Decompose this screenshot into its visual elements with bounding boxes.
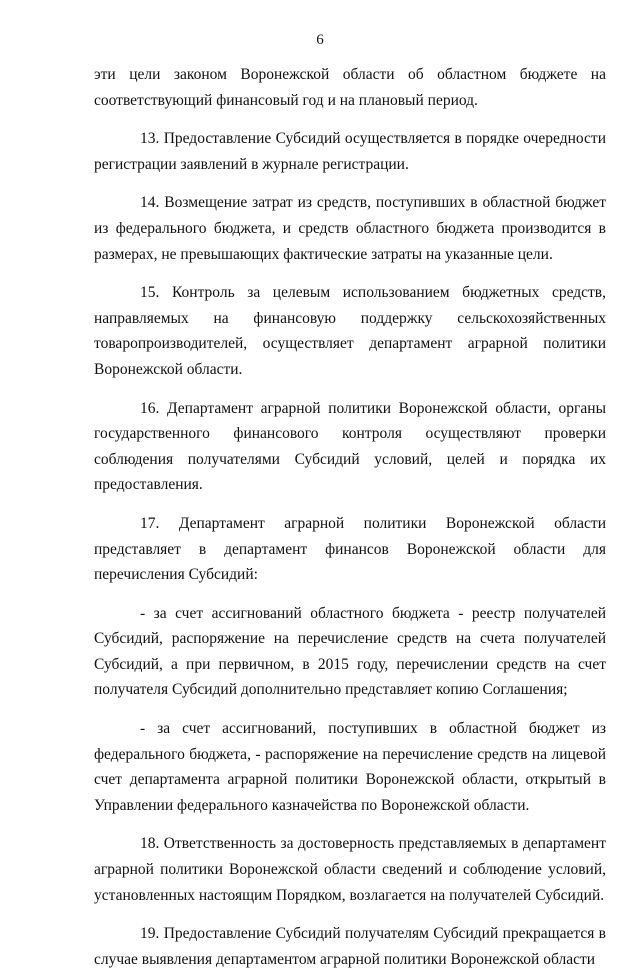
paragraph-13: 13. Предоставление Субсидий осуществляется в порядке очередности регистрации заявлений в журнале регистрации. xyxy=(94,130,606,173)
paragraph-19: 19. Предоставление Субсидий получателям Субсидий прекращается в случае выявления департаментом аграрной политики Воронежской области xyxy=(94,925,606,968)
paragraph-15: 15. Контроль за целевым использованием бюджетных средств, направляемых на финансовую поддержку сельскохозяйственных товаропроизводителей, осуществляет департамент аграрной политики Воронежской области. xyxy=(94,284,606,378)
paragraph-16: 16. Департамент аграрной политики Воронежской области, органы государственного финансового контроля осуществляют проверки соблюдения получателями Субсидий условий, целей и порядка их предоставления. xyxy=(94,399,606,494)
paragraph-14: 14. Возмещение затрат из средств, поступивших в областной бюджет из федерального бюджета, и средств областного бюджета производится в размерах, не превышающих фактические затраты на указанные цели. xyxy=(94,194,606,263)
paragraph-17-item-1: - за счет ассигнований областного бюджета - реестр получателей Субсидий, распоряжение на перечисление средств на счета получателей Субсидий, а при первичном, в 2015 году, перечислении средств на счет получателя Субсидий дополнительно представляет копию Соглашения; xyxy=(94,604,606,699)
paragraph-18: 18. Ответственность за достоверность представляемых в департамент аграрной политики Воронежской области сведений и соблюдение условий, установленных настоящим Порядком, возлагается на получателей Субсидий. xyxy=(94,835,606,904)
paragraph-17: 17. Департамент аграрной политики Воронежской области представляет в департамент финансов Воронежской области для перечисления Субсидий: xyxy=(94,514,606,584)
page-number: 6 xyxy=(316,32,324,48)
paragraph-continuation: эти цели законом Воронежской области об областном бюджете на соответствующий финансовый год и на плановый период. xyxy=(94,66,606,109)
document-body xyxy=(94,62,606,972)
paragraph-17-item-2: - за счет ассигнований, поступивших в областной бюджет из федерального бюджета, - распоряжение на перечисление средств на лицевой счет департамента аграрной политики Воронежской области, открытый в Управлении федерального казначейства по Воронежской области. xyxy=(94,720,606,814)
